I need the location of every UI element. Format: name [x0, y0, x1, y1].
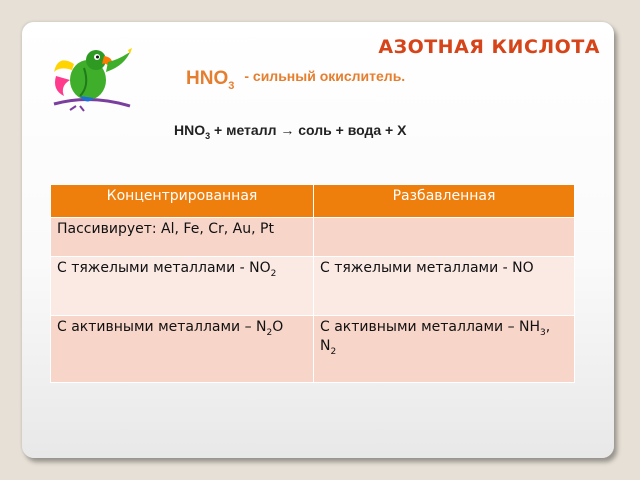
cell-text: С активными металлами – N	[57, 319, 267, 335]
slide-title: АЗОТНАЯ КИСЛОТА	[378, 36, 600, 58]
cell-diluted-empty	[314, 218, 575, 257]
cell-text: С активными металлами – NH	[320, 319, 541, 335]
cell-tail: O	[272, 319, 284, 335]
cell-concentrated-passive: Пассивирует: Al, Fe, Cr, Au, Pt	[51, 218, 314, 257]
cell-diluted-active	[314, 316, 575, 383]
header-concentrated: Концентрированная	[51, 185, 314, 218]
equation-base: HNO	[174, 122, 206, 138]
table-row	[51, 316, 575, 383]
reaction-equation	[174, 122, 406, 141]
cell-sub: 3	[540, 327, 546, 338]
cell-sub: 2	[330, 346, 337, 357]
subtitle-formula	[186, 68, 235, 92]
cell-text: С тяжелыми металлами - NO	[57, 260, 271, 276]
header-diluted: Разбавленная	[314, 185, 575, 218]
cell-sub: 2	[270, 268, 277, 279]
subtitle-formula-base: HNO	[186, 68, 229, 89]
cell-concentrated-heavy	[51, 257, 314, 316]
parrot-icon	[50, 46, 134, 112]
acid-table	[50, 184, 575, 383]
subtitle-formula-sub: 3	[228, 79, 235, 92]
cell-concentrated-active	[51, 316, 314, 383]
cell-text: С тяжелыми металлами - NO	[320, 260, 534, 276]
cell-sub: 2	[266, 327, 273, 338]
table-row	[51, 218, 575, 257]
equation-rest: + металл → соль + вода + Х	[210, 122, 407, 138]
subtitle-desc: - сильный окислитель.	[244, 68, 406, 84]
cell-tail: , N	[320, 319, 551, 354]
cell-diluted-heavy	[314, 257, 575, 316]
equation-sub: 3	[205, 130, 211, 141]
subtitle	[186, 68, 405, 92]
table-row	[51, 257, 575, 316]
